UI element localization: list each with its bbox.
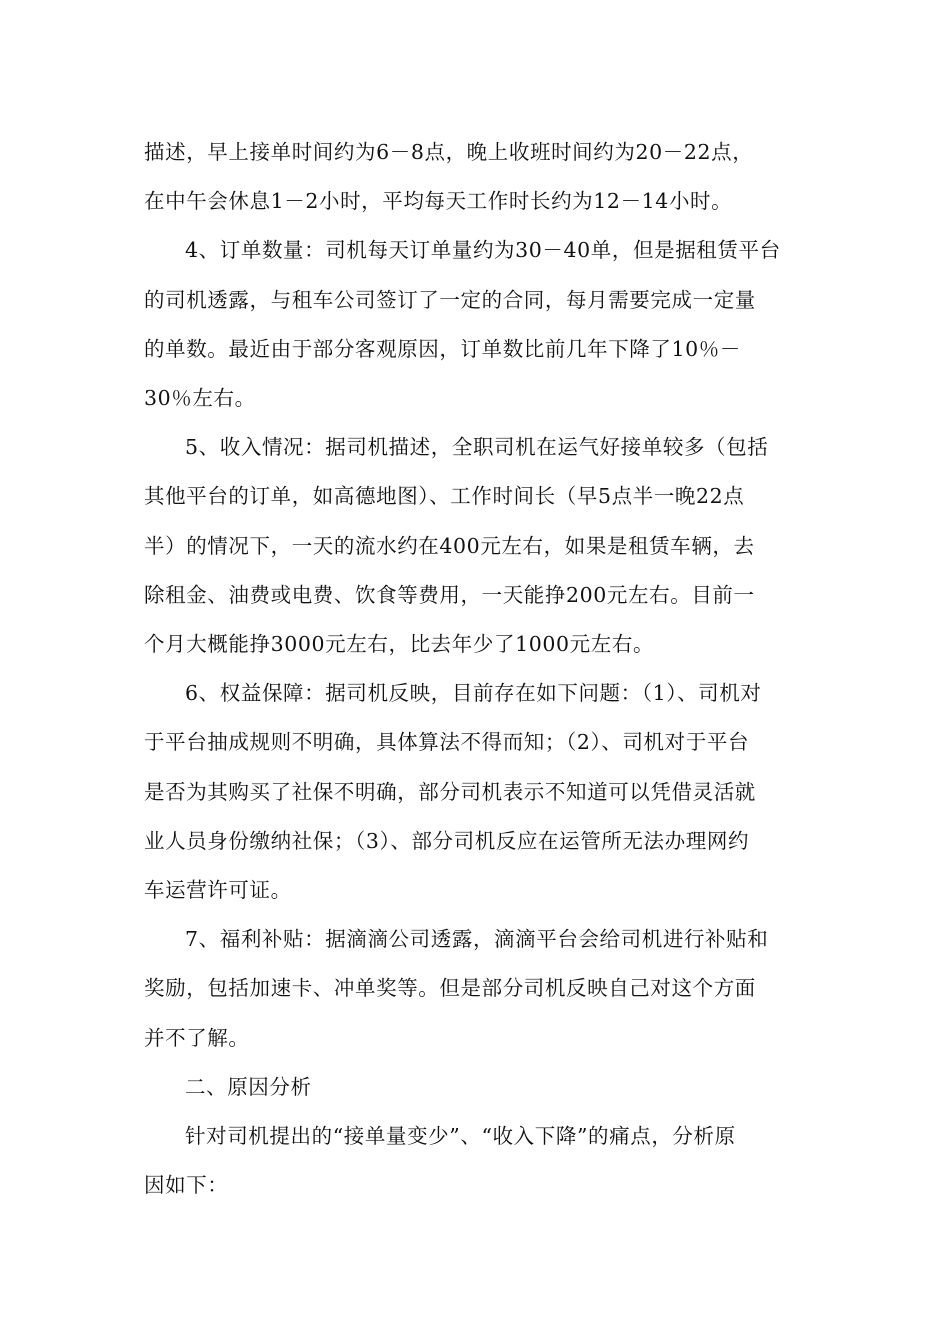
text-line: 描述，早上接单时间约为6－8点，晚上收班时间约为20－22点， bbox=[144, 140, 754, 164]
text-line: 奖励，包括加速卡、冲单奖等。但是部分司机反映自己对这个方面 bbox=[144, 976, 756, 1001]
text-line: 半）的情况下，一天的流水约在400元左右，如果是租赁车辆，去 bbox=[144, 533, 755, 558]
text-line: 4、订单数量：司机每天订单量约为30－40单，但是据租赁平台 bbox=[185, 238, 781, 263]
paragraph-rights bbox=[144, 669, 806, 915]
text-line: 5、收入情况：据司机描述，全职司机在运气好接单较多（包括 bbox=[185, 435, 769, 460]
section-heading-cause-analysis bbox=[144, 1063, 806, 1112]
text-line: 针对司机提出的“接单量变少”、“收入下降”的痛点，分析原 bbox=[185, 1124, 736, 1149]
text-line: 6、权益保障：据司机反映，目前存在如下问题：（1）、司机对 bbox=[185, 681, 762, 706]
paragraph-subsidy bbox=[144, 915, 806, 1063]
paragraph-order-count bbox=[144, 226, 806, 423]
paragraph-work-hours bbox=[144, 128, 806, 226]
heading-text: 二、原因分析 bbox=[185, 1074, 312, 1099]
text-line: 的司机透露，与租车公司签订了一定的合同，每月需要完成一定量 bbox=[144, 287, 756, 312]
paragraph-cause-intro bbox=[144, 1112, 806, 1210]
text-line: 于平台抽成规则不明确，具体算法不得而知；（2）、司机对于平台 bbox=[144, 730, 750, 755]
text-line: 除租金、油费或电费、饮食等费用，一天能挣200元左右。目前一 bbox=[144, 582, 755, 607]
paragraph-income bbox=[144, 423, 806, 669]
text-line: 车运营许可证。 bbox=[144, 878, 292, 903]
document-body bbox=[144, 128, 806, 1210]
text-line: 个月大概能挣3000元左右，比去年少了1000元左右。 bbox=[144, 632, 655, 657]
text-line: 并不了解。 bbox=[144, 1025, 250, 1050]
text-line: 其他平台的订单，如高德地图）、工作时间长（早5点半一晚22点 bbox=[144, 484, 745, 509]
text-line: 的单数。最近由于部分客观原因，订单数比前几年下降了10％－ bbox=[144, 336, 741, 361]
text-line: 因如下： bbox=[144, 1173, 229, 1198]
text-line: 30％左右。 bbox=[144, 386, 256, 411]
text-line: 在中午会休息1－2小时，平均每天工作时长约为12－14小时。 bbox=[144, 189, 733, 214]
text-line: 7、福利补贴：据滴滴公司透露，滴滴平台会给司机进行补贴和 bbox=[185, 927, 769, 952]
text-line: 是否为其购买了社保不明确，部分司机表示不知道可以凭借灵活就 bbox=[144, 779, 756, 804]
text-line: 业人员身份缴纳社保；（3）、部分司机反应在运管所无法办理网约 bbox=[144, 828, 750, 853]
